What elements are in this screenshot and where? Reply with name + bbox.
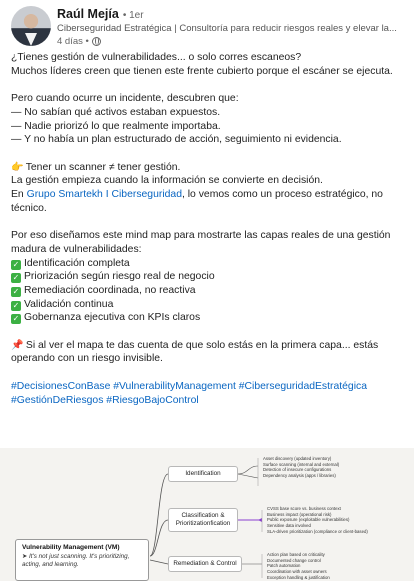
check-icon: ✓ (12, 273, 20, 283)
check-icon: ✓ (12, 259, 20, 269)
body-line: Pero cuando ocurre un incidente, descubren que: (11, 93, 239, 105)
bullet-item: Documented change control (267, 557, 321, 563)
body-line: técnico. (11, 202, 47, 214)
hashtags-line[interactable]: #GestiónDeRiesgos #RiesgoBajoControl (11, 394, 199, 406)
mindmap-image[interactable] (0, 448, 414, 581)
remediation-bullets (267, 552, 330, 581)
bullet-item: Coordination with asset owners (267, 569, 327, 575)
bullet-item: Exception handling & justification (267, 574, 330, 580)
body-text: Si al ver el mapa te das cuenta de que solo estás en la primera capa... estás (25, 339, 379, 351)
avatar[interactable] (11, 6, 51, 46)
body-line (11, 161, 406, 175)
pushpin-icon: 📌 (11, 339, 24, 351)
check-icon: ✓ (12, 286, 20, 296)
bullet-item: Public exposure (exploitable vulnerabilities) (267, 517, 350, 523)
check-icon: ✓ (12, 300, 20, 310)
company-mention-link[interactable]: Grupo Smartekh I Ciberseguridad (26, 189, 182, 200)
body-text: En (11, 189, 27, 200)
body-line (11, 339, 406, 353)
body-line: madura de vulnerabilidades: (11, 243, 142, 255)
bullet-item: SLA-driven prioritization (compliance or client-based) (267, 528, 368, 534)
body-text: , lo vemos como un proceso estratégico, no (181, 189, 383, 200)
mindmap-node-remediation: Remediation & Control (168, 556, 242, 572)
post-header (11, 6, 406, 46)
body-line: La gestión empieza cuando la información se convierte en decisión. (11, 175, 323, 187)
body-line: — Y no había un plan estructurado de acción, seguimiento ni evidencia. (11, 134, 342, 146)
mindmap-root-node (15, 539, 149, 581)
mindmap-root-subtitle: ➤ It's not just scanning. It's prioritizing, acting, and learning. (22, 553, 130, 568)
bullet-item: Sensitive data involved (267, 523, 311, 529)
globe-icon (92, 37, 101, 46)
body-line: — Nadie priorizó lo que realmente importaba. (11, 120, 221, 132)
bullet-item: Dependency analysis (apps / libraries) (263, 473, 336, 479)
body-line: operando con un riesgo invisible. (11, 353, 163, 365)
bullet-item: Patch automation (267, 563, 301, 569)
post-meta (57, 36, 402, 47)
author-block (57, 7, 402, 47)
body-line: — No sabían qué activos estaban expuestos. (11, 106, 221, 118)
bullet-item: Business impact (operational risk) (267, 511, 332, 517)
checklist-item: ✓ Priorización según riesgo real de negocio (12, 271, 215, 283)
body-line: Por eso diseñamos este mind map para mostrarte las capas reales de una gestión (11, 230, 391, 242)
bullet-item: CVSS base score vs. business context (267, 506, 341, 511)
identification-bullets (263, 456, 339, 479)
bullet-item: Surface scanning (internal and external) (263, 461, 340, 467)
mindmap-root-title: Vulnerability Management (VM) (22, 544, 120, 551)
bullet-item: Detection of insecure configurations (263, 467, 332, 473)
checklist-item: ✓ Identificación completa (12, 257, 130, 269)
post-body (11, 51, 406, 407)
body-text: Tener un scanner ≠ tener gestión. (25, 161, 181, 173)
connection-degree: • 1er (122, 10, 144, 21)
post-time: 4 días • (57, 36, 89, 47)
checklist-item: ✓ Gobernanza ejecutiva con KPIs claros (12, 312, 201, 324)
mindmap-node-classification: Classification & Prioritizationfication (168, 508, 238, 532)
checklist-item: ✓ Remediación coordinada, no reactiva (12, 284, 196, 296)
body-line: ¿Tienes gestión de vulnerabilidades... o solo corres escaneos? (11, 52, 302, 63)
bullet-item: Asset discovery (updated inventory) (263, 456, 332, 461)
classification-bullets (267, 506, 368, 535)
bullet-item: Action plan based on criticality (267, 552, 325, 557)
author-name[interactable]: Raúl Mejía (57, 7, 119, 21)
author-headline[interactable]: Ciberseguridad Estratégica | Consultoría para reducir riesgos reales y elevar la... (57, 23, 397, 34)
mindmap-node-identification: Identification (168, 466, 238, 482)
check-icon: ✓ (12, 314, 20, 324)
checklist-item: ✓ Validación continua (12, 298, 114, 310)
hashtags-line[interactable]: #DecisionesConBase #VulnerabilityManagement #CiberseguridadEstratégica (11, 380, 367, 392)
pointing-hand-icon: 👉 (11, 161, 24, 173)
body-line: Muchos líderes creen que tienen este frente cubierto porque el escáner se ejecuta. (11, 65, 393, 77)
body-line (11, 188, 406, 202)
